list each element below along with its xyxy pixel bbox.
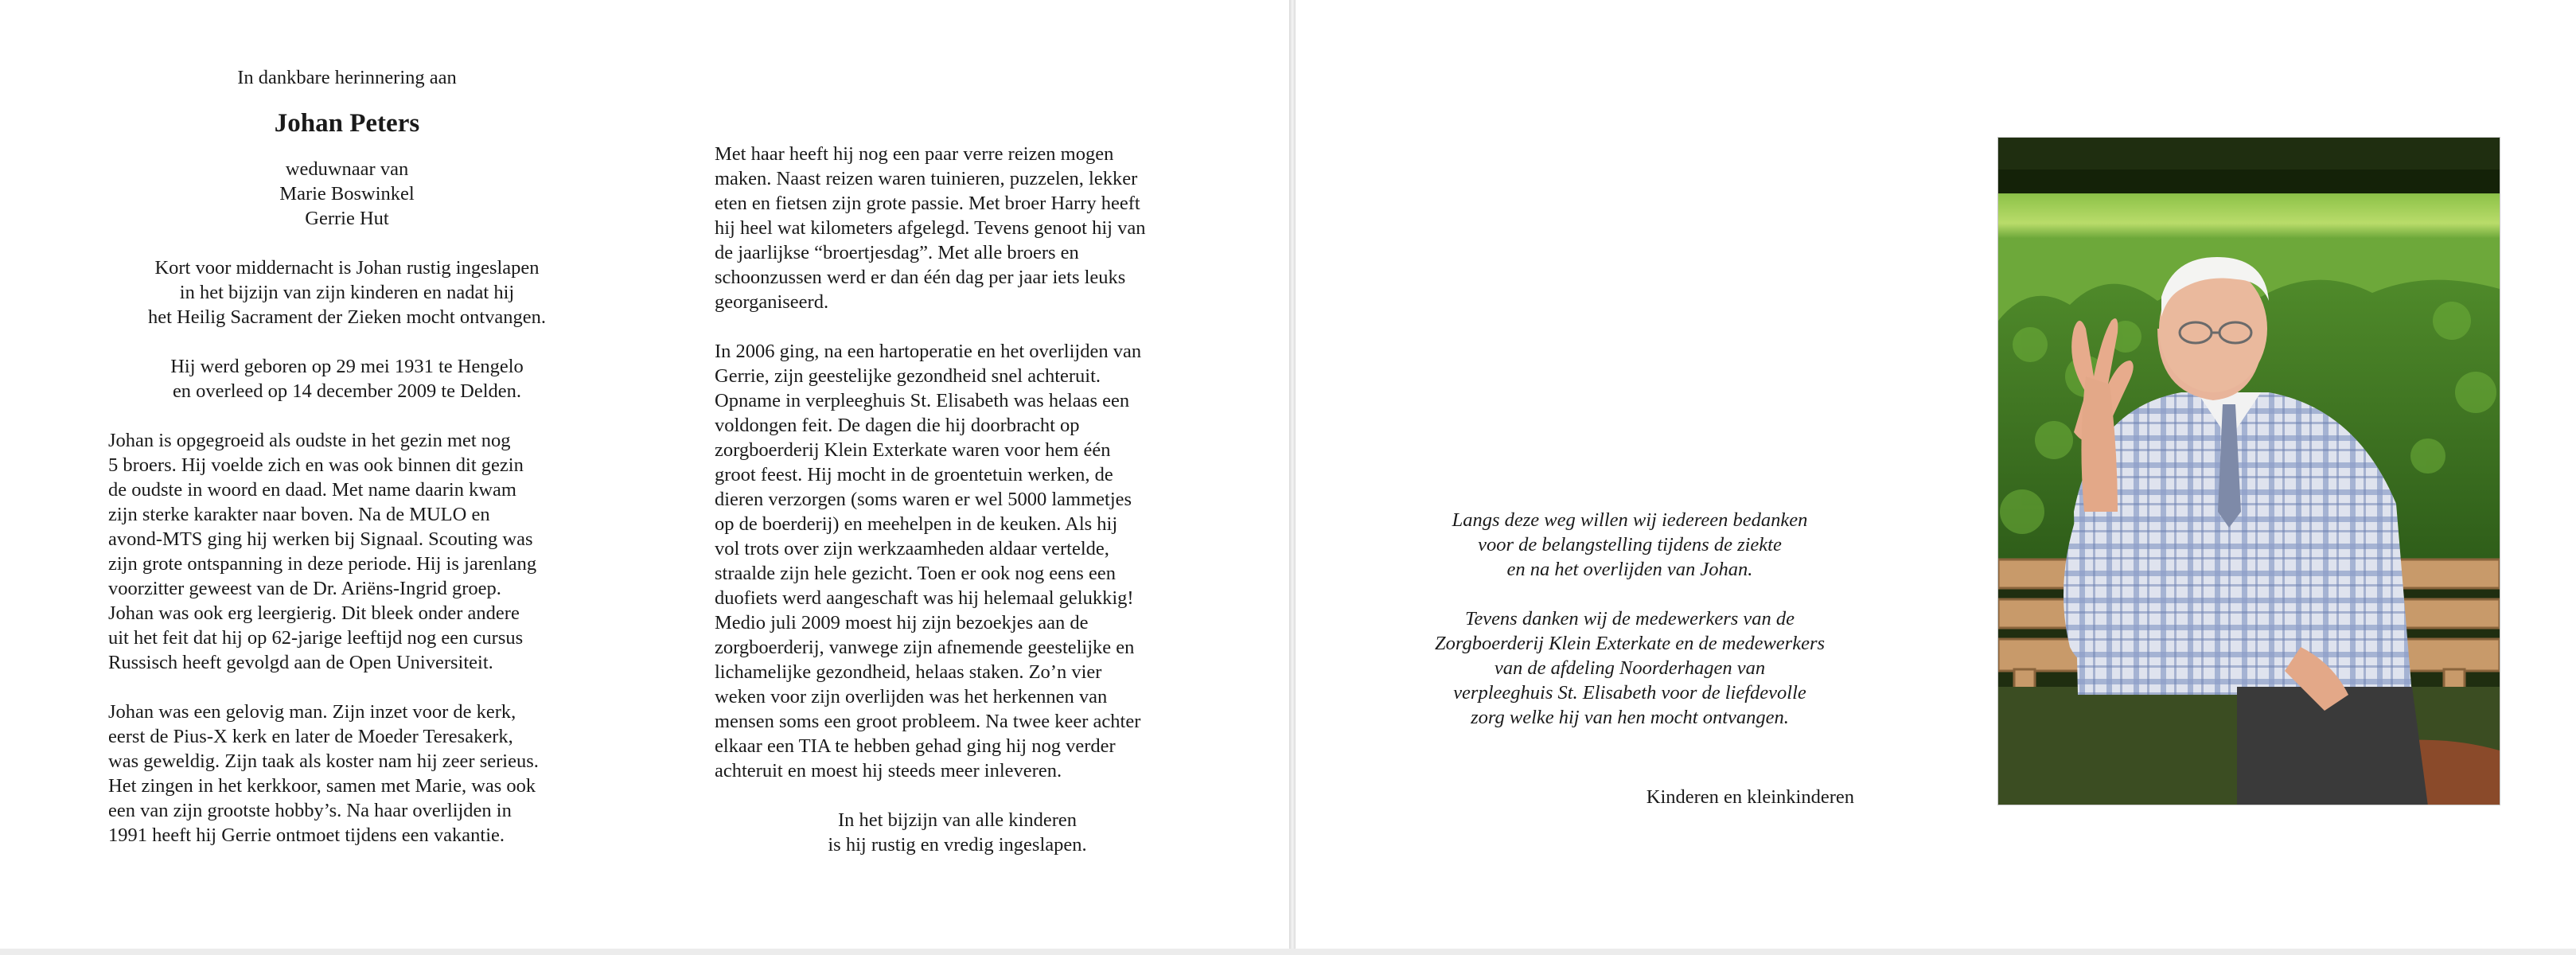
paragraph-line: schoonzussen werd er dan één dag per jaar iets leuks [715,267,1126,288]
paragraph-line: Het zingen in het kerkkoor, samen met Marie, was ook [108,775,536,797]
paragraph-line: Opname in verpleeghuis St. Elisabeth was helaas een [715,390,1130,411]
paragraph-line: was geweldig. Zijn taak als koster nam hij zeer serieus. [108,750,539,772]
card-fold [1289,0,1296,955]
closing-line: is hij rustig en vredig ingeslapen. [828,834,1087,856]
paragraph-line: dieren verzorgen (soms waren er wel 5000 lammetjes [715,489,1132,510]
paragraph-line: een van zijn grootste hobby’s. Na haar overlijden in [108,800,512,821]
passing-block [108,255,586,329]
paragraph-line: 5 broers. Hij voelde zich en was ook binnen dit gezin [108,454,524,476]
thanks-line: Zorgboerderij Klein Exterkate en de medewerkers [1434,633,1826,654]
paragraph-line: lichamelijke gezondheid, helaas staken. Zo’n vier [715,661,1102,683]
thanks-text [1407,508,1853,730]
paragraph-line: elkaar een TIA te hebben gehad ging hij nog verder [715,735,1116,757]
paragraph-line: Gerrie, zijn geestelijke gezondheid snel achteruit. [715,365,1101,387]
thanks-line: Tevens danken wij de medewerkers van de [1464,608,1795,630]
birth-death-block [108,354,586,403]
thanks-line: zorg welke hij van hen mocht ontvangen. [1471,707,1789,728]
paragraph-line: op de boerderij) en meehelpen in de keuken. Als hij [715,513,1118,535]
thanks-line: verpleeghuis St. Elisabeth voor de liefdevolle [1453,682,1806,704]
paragraph-line: zijn sterke karakter naar boven. Na de MULO en [108,504,490,525]
card-bottom-edge [0,949,2576,955]
paragraph-line: In 2006 ging, na een hartoperatie en het overlijden van [715,341,1142,362]
paragraph-line: vol trots over zijn werkzaamheden aldaar vertelde, [715,538,1109,559]
portrait-photo-icon [1998,138,2500,805]
thanks-line: en na het overlijden van Johan. [1506,559,1753,580]
widow-line: Gerrie Hut [305,208,389,229]
middle-column [715,142,1200,857]
closing-line: In het bijzijn van alle kinderen [837,809,1078,831]
paragraph-line: weken voor zijn overlijden was het herkennen van [715,686,1108,707]
paragraph-youth [108,428,586,675]
thanks-block-2 [1407,606,1853,730]
paragraph-line: Johan was een gelovig man. Zijn inzet voor de kerk, [108,701,516,723]
paragraph-line: hij heel wat kilometers afgelegd. Tevens genoot hij van [715,217,1146,239]
widow-line: Marie Boswinkel [279,183,415,205]
paragraph-line: eten en fietsen zijn grote passie. Met broer Harry heeft [715,193,1140,214]
paragraph-line: mensen soms een groot probleem. Na twee keer achter [715,711,1141,732]
paragraph-line: Met haar heeft hij nog een paar verre reizen mogen [715,143,1114,165]
paragraph-line: eerst de Pius-X kerk en later de Moeder Teresakerk, [108,726,513,747]
paragraph-line: voorzitter geweest van de Dr. Ariëns-Ingrid groep. [108,578,501,599]
paragraph-line: Russisch heeft gevolgd aan de Open Universiteit. [108,652,493,673]
passing-line: Kort voor middernacht is Johan rustig ingeslapen [154,257,540,279]
paragraph-line: uit het feit dat hij op 62-jarige leeftijd nog een cursus [108,627,524,649]
deceased-name: Johan Peters [274,109,420,138]
passing-line: het Heilig Sacrament der Zieken mocht ontvangen. [147,306,547,328]
widow-line: weduwnaar van [285,158,409,180]
paragraph-line: Medio juli 2009 moest hij zijn bezoekjes aan de [715,612,1089,633]
portrait-photo [1997,137,2500,805]
paragraph-travel [715,142,1200,314]
thanks-block-1 [1407,508,1853,582]
paragraph-line: achteruit en moest hij steeds meer inleveren. [715,760,1062,782]
paragraph-line: duofiets werd aangeschaft was hij helemaal gelukkig! [715,587,1134,609]
thanks-line: Langs deze weg willen wij iedereen bedanken [1452,509,1808,531]
passing-line: in het bijzijn van zijn kinderen en nadat hij [179,282,515,303]
left-column [108,65,586,848]
thanks-line: voor de belangstelling tijdens de ziekte [1478,534,1782,555]
paragraph-line: zorgboerderij Klein Exterkate waren voor hem één [715,439,1111,461]
thanks-line: van de afdeling Noorderhagen van [1494,657,1766,679]
paragraph-line: Johan is opgegroeid als oudste in het gezin met nog [108,430,511,451]
paragraph-line: avond-MTS ging hij werken bij Signaal. Scouting was [108,528,533,550]
paragraph-line: zijn grote ontspanning in deze periode. Hij is jarenlang [108,553,537,575]
paragraph-line: de oudste in woord en daad. Met name daarin kwam [108,479,516,501]
paragraph-illness [715,339,1200,783]
intro-text: In dankbare herinnering aan [237,67,457,88]
closing-block [715,808,1200,857]
paragraph-line: zorgboerderij, vanwege zijn afnemende geestelijke en [715,637,1135,658]
paragraph-line: 1991 heeft hij Gerrie ontmoet tijdens een vakantie. [108,824,505,846]
signoff-text: Kinderen en kleinkinderen [1646,786,1854,808]
paragraph-faith [108,700,586,848]
paragraph-line: maken. Naast reizen waren tuinieren, puzzelen, lekker [715,168,1138,189]
paragraph-line: voldongen feit. De dagen die hij doorbracht op [715,415,1080,436]
paragraph-line: georganiseerd. [715,291,829,313]
paragraph-line: groot feest. Hij mocht in de groentetuin werken, de [715,464,1113,485]
widow-block [108,157,586,231]
paragraph-line: Johan was ook erg leergierig. Dit bleek onder andere [108,602,520,624]
death-line: en overleed op 14 december 2009 te Delden. [172,380,522,402]
birth-line: Hij werd geboren op 29 mei 1931 te Hengelo [170,356,524,377]
paragraph-line: de jaarlijkse “broertjesdag”. Met alle broers en [715,242,1079,263]
paragraph-line: straalde zijn hele gezicht. Toen er ook nog eens een [715,563,1116,584]
